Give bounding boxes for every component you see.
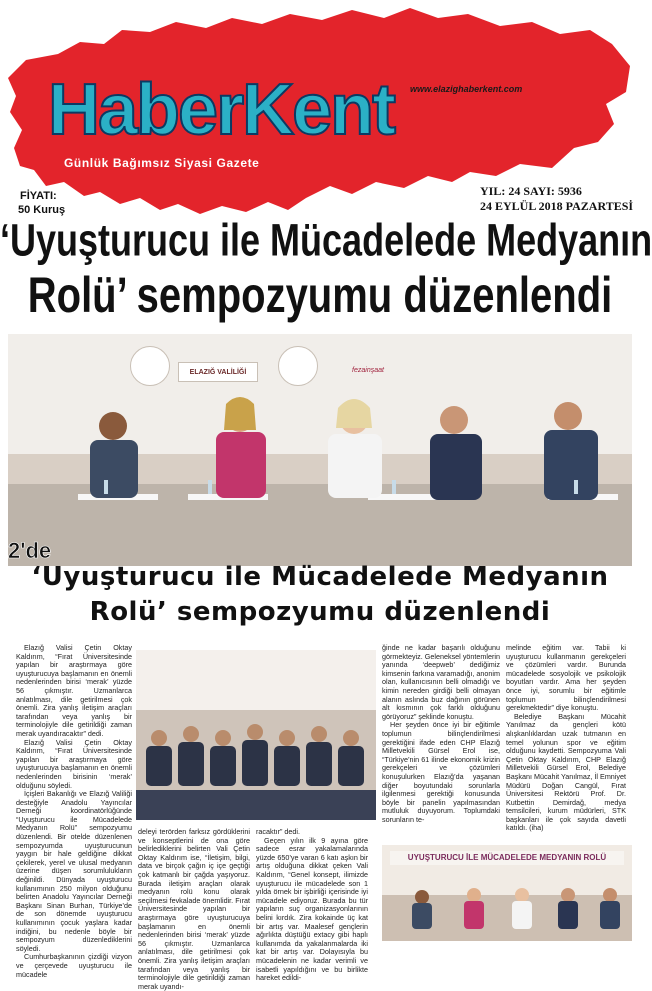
audience-photo [136, 650, 376, 820]
issue-number: YIL: 24 SAYI: 5936 [480, 184, 582, 198]
paragraph: melinde eğitim var. Tabii ki uyuşturucu kullanmanın gerekçeleri ve çözümleri vardır. Burunda mücadelede sosyolojik ve psikolojik boyutları vardır. Ama her şeyden önce iyi, sorumlu bir eğitimle toplumun bilinçlendirilmesi gerekmektedir” diye konuştu. [506, 643, 626, 713]
paragraph: racaktır” dedi. [256, 827, 300, 836]
website-url: www.elazighaberkent.com [410, 84, 523, 94]
paragraph: İçişleri Bakanlığı ve Elazığ Valiliği desteğiyle Anadolu Yayıncılar Derneği koordinatörlüğünde “Uyuşturucu ile Mücadelede Medyanın Rolü” sempozyumu düzenlendi. Bir otelde düzenlenen sempozyumda uyuşturucunun yaygın bir hale geldiğine dikkat çekilerek, yerel ve ulusal medyanın üzerine düşen sorumlulukların değinildi. Dünyada uyuşturucu kullanımının 250 milyon olduğunu belirten Anadolu Yayıncılar Derneği Başkanı Sinan Burhan, Türkiye’de de son dönemde uyuşturucu kullanımının çocuk yaşlara kadar indiğini, bu nedenle böyle bir sempozyum düzenlediklerini söyledi. [16, 789, 132, 953]
panel-photo-small [382, 845, 632, 941]
paragraph: Belediye Başkanı Mücahit Yanılmaz da gençleri kötü alışkanlıklardan uzak tutmanın en temel yolunun spor ve eğitim olduğunu kaydetti. Sempozyuma Vali Çetin Oktay Kaldırım, CHP Elazığ Milletvekili Gürsel Erol, Belediye Başkanı Mücahit Yanılmaz, İl Emniyet Müdürü Doğan Cangül, Fırat Üniversitesi Rektörü Prof. Dr. Kutbettin Demirdağ, medya temsilcileri, kurum müdürleri, STK başkanları ile çok sayıda davetli katıldı. (iha) [506, 711, 626, 833]
valilik-logo: ELAZIĞ VALİLİĞİ [178, 362, 258, 382]
sponsor-logo: fezainşaat [352, 367, 384, 374]
haberkent-logo: HaberKent [48, 70, 395, 150]
price-value: 50 Kuruş [18, 204, 66, 216]
audience-photo-graphic [136, 650, 376, 820]
article-column-5 [506, 644, 626, 844]
article-headline-line-2: Rolü’ sempozyumu düzenlendi [89, 597, 551, 627]
tagline: Günlük Bağımsız Siyasi Gazete [64, 156, 260, 170]
paragraph: Geçen yılın ilk 9 ayına göre sadece esrar yakalamalarında yüzde 650’ye varan 6 katı aşkın bir artış olduğuna dikkat çeken Vali Kaldırım, “Genel konsept, ilimizde uyuşturucu ile mücadelede son 1 yılda örnek bir işbirliği içerisinde iyi mücadele ediyoruz. Burada bu tür yapıların suç organizasyonlarının belini kırdık. Zira kokainde üç kat bir artış var. Maalesef gençlerin ağırlıkta düştüğü extacy gibi haplı kullanımda da yakalanmalarda iki kat bir artış var. Dolayısıyla bu mücadelenin ne kadar verimli ve isabetli yapıldığını ve bu birlikte hareket edildi- [256, 835, 368, 983]
issue-date: 24 EYLÜL 2018 PAZARTESİ [480, 199, 634, 213]
panel-photo-graphic [8, 334, 632, 566]
paragraph: ğinde ne kadar başarılı olduğunu görmekteyiz. Geleneksel yöntemlerin yanında ‘deepweb’ dediğimiz kimsenin farkına varamadığı, anonim olan, kullanıcısının belli olmadığı ve kimin nereden girdiği belli olmayan alanın aslında buz dağının görünen alt kısmının çok farklı olduğunu görüyoruz” şeklinde konuştu. [382, 643, 500, 721]
paragraph: Elazığ Valisi Çetin Oktay Kaldırım, “Fırat Üniversitesinde yapılan bir araştırmaya göre uyuşturucuya başlamanın en önemli nedenlerinden birisi ‘merak’ yüzde 56 çıkmıştır. Uzmanlarca anlatılması, dile getirilmesi çok önemli. Zira yanlış iletişim araçları tarafından veya yanlış bir terminolojiyle dile getirildiği zaman merak uyandıracaktır” dedi. [16, 643, 132, 738]
belediye-badge [278, 346, 318, 386]
article-column-3 [256, 827, 368, 983]
page-reference: 2'de [8, 538, 52, 563]
paragraph: Her şeyden önce iyi bir eğitimle toplumun bilinçlendirilmesi gerektiğini ifade eden CHP Elazığ Milletvekili Gürsel Erol ise, “Türkiye’nin 61 ilinde ekonomik krizin gerekçeleri ve çözümleri konuşulurken Elazığ’da yaşanan diğer boyutundaki sorunlarla ilgilenmesi gerektiği konusunda böyle bir panelin yapılmasından mutluluk duyuyorum. Toplumdaki sorunların te- [382, 720, 500, 824]
main-photo [8, 334, 632, 566]
valilik-badge [130, 346, 170, 386]
event-banner: UYUŞTURUCU İLE MÜCADELEDE MEDYANIN ROLÜ [390, 851, 624, 865]
price-label: FİYATI: [20, 190, 57, 202]
article-column-2 [138, 827, 250, 991]
paragraph: Elazığ Valisi Çetin Oktay Kaldırım, “Fırat Üniversitesinde yapılan bir araştırmaya göre uyuşturucuya başlamanın en önemli nedenlerinden birisinin ‘merak’ olduğunu söyledi. [16, 737, 132, 790]
paragraph: Cumhurbaşkanının çizdiği vizyon ve çerçevede uyuşturucu ile mücadele [16, 952, 132, 979]
paragraph: deleyi terörden farksız gördüklerini ve konseptlerini de ona göre belirlediklerini belirten Vali Çetin Oktay Kaldırım ise, “İletişim, bilgi, data ve birçok çağın iç içe geçtiği çok katmanlı bir çağda yaşıyoruz. Burada iletişim araçları olarak medyanın rolü konu olarak seçilmesi fevkalade önemlidir. Fırat Üniversitesinde yapılan bir araştırmaya göre uyuşturucuya başlamanın en önemli nedenlerinden birisi ‘merak’ yüzde 56 çıkmıştır. Uzmanlarca anlatılması, dile getirilmesi çok önemli. Zira yanlış iletişim araçları tarafından veya yanlış bir terminolojiyle dile getirildiği zaman merak uyandı- [138, 827, 250, 991]
article-headline-line-1: ‘Uyuşturucu ile Mücadelede Medyanın [31, 562, 609, 592]
main-headline-line-2: Rolü’ sempozyumu düzenlendi [27, 268, 613, 323]
main-headline-line-1: ‘Uyuşturucu ile Mücadelede Medyanın [0, 214, 652, 266]
masthead [0, 0, 640, 222]
article-column-1 [16, 643, 132, 979]
